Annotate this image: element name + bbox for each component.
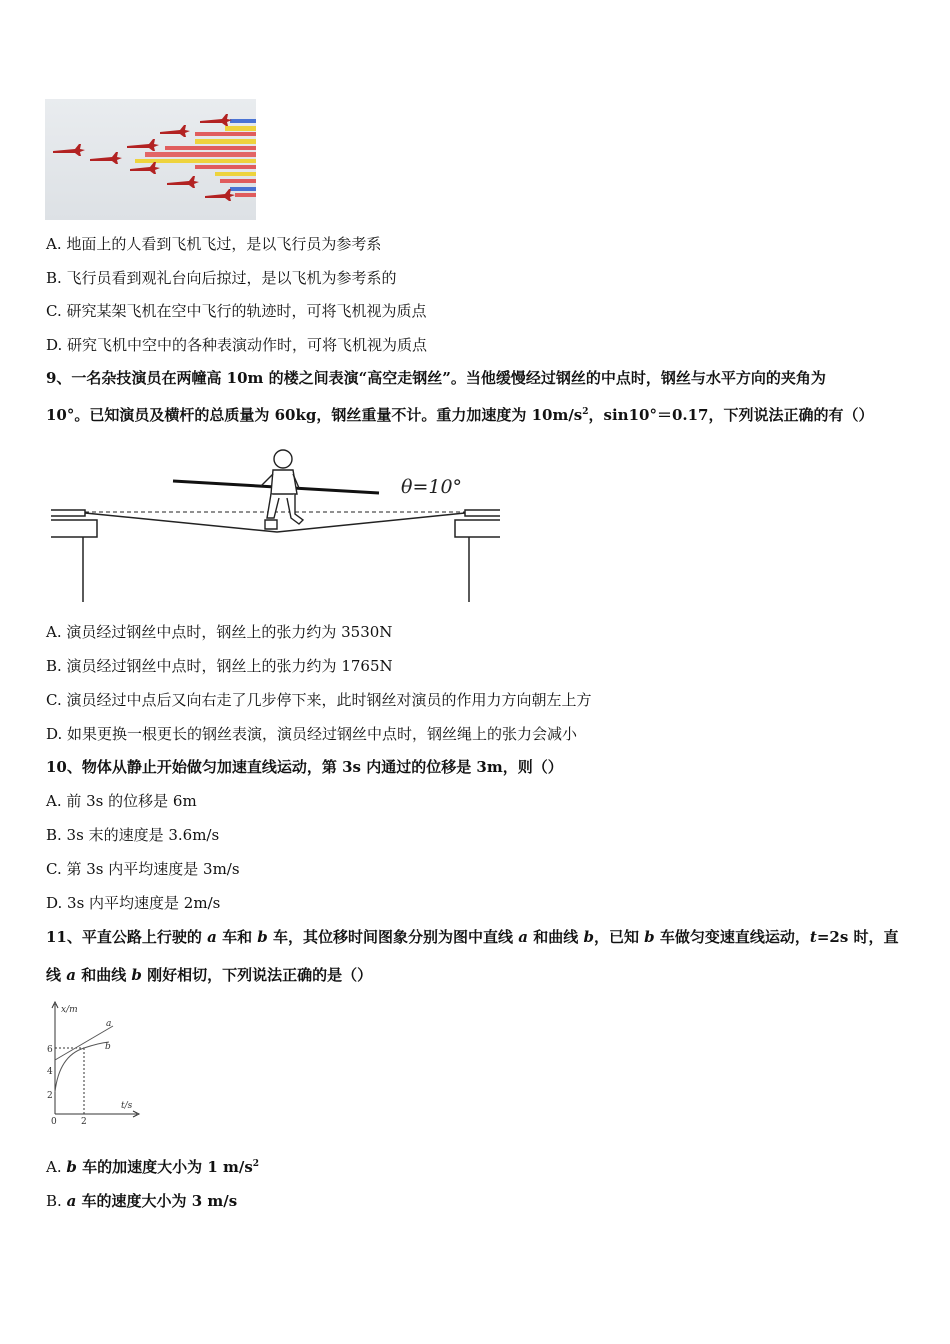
q8-option-d: D. 研究飞机中空中的各种表演动作时，可将飞机视为质点 xyxy=(46,336,428,354)
q10-option-c: C. 第 3s 内平均速度是 3m/s xyxy=(46,860,240,878)
q11-option-b: B. a 车的速度大小为 3 m/s xyxy=(46,1192,238,1210)
angle-label: θ=10° xyxy=(401,476,463,498)
q10-stem: 10、物体从静止开始做匀加速直线运动，第 3s 内通过的位移是 3m，则（） xyxy=(46,758,563,776)
q11-stem-line1: 11、平直公路上行驶的 a 车和 b 车，其位移时间图象分别为图中直线 a 和曲线 b，已知 b 车做匀变速直线运动，t=2s 时，直 xyxy=(46,928,899,946)
q8-option-b: B. 飞行员看到观礼台向后掠过，是以飞机为参考系的 xyxy=(46,269,397,287)
curve-a-label: a xyxy=(106,1019,112,1029)
q10-option-d: D. 3s 内平均速度是 2m/s xyxy=(46,894,221,912)
q9-option-c: C. 演员经过中点后又向右走了几步停下来，此时钢丝对演员的作用力方向朝左上方 xyxy=(46,691,592,709)
y-tick-4: 4 xyxy=(47,1067,53,1077)
y-tick-6: 6 xyxy=(47,1045,53,1055)
xt-graph xyxy=(45,998,145,1128)
q9-option-d: D. 如果更换一根更长的钢丝表演，演员经过钢丝中点时，钢丝绳上的张力会减小 xyxy=(46,725,578,743)
curve-b-label: b xyxy=(105,1042,111,1052)
x-tick-2: 2 xyxy=(81,1117,87,1127)
x-axis-label: t/s xyxy=(121,1101,133,1111)
tightrope-diagram xyxy=(45,440,515,610)
q8-option-c: C. 研究某架飞机在空中飞行的轨迹时，可将飞机视为质点 xyxy=(46,302,427,320)
y-axis-label: x/m xyxy=(61,1005,78,1015)
q9-stem-line2: 10°。已知演员及横杆的总质量为 60kg，钢丝重量不计。重力加速度为 $10m/s^2$，sin10°＝0.17，下列说法正确的有（） xyxy=(46,406,874,424)
q9-stem-line1: 9、一名杂技演员在两幢高 10m 的楼之间表演“高空走钢丝”。当他缓慢经过钢丝的中点时，钢丝与水平方向的夹角为 xyxy=(46,369,826,387)
jets-photo xyxy=(45,99,256,220)
q9-option-a: A. 演员经过钢丝中点时，钢丝上的张力约为 3530N xyxy=(46,623,393,641)
q9-option-b: B. 演员经过钢丝中点时，钢丝上的张力约为 1765N xyxy=(46,657,393,675)
y-tick-2: 2 xyxy=(47,1091,53,1101)
x-tick-0: 0 xyxy=(51,1117,57,1127)
q10-option-b: B. 3s 末的速度是 3.6m/s xyxy=(46,826,220,844)
q11-option-a: A. b 车的加速度大小为 1 $m/s^2$ xyxy=(46,1158,260,1176)
q8-option-a: A. 地面上的人看到飞机飞过，是以飞行员为参考系 xyxy=(46,235,382,253)
q11-stem-line2: 线 a 和曲线 b 刚好相切，下列说法正确的是（） xyxy=(46,966,373,984)
q10-option-a: A. 前 3s 的位移是 6m xyxy=(46,792,197,810)
